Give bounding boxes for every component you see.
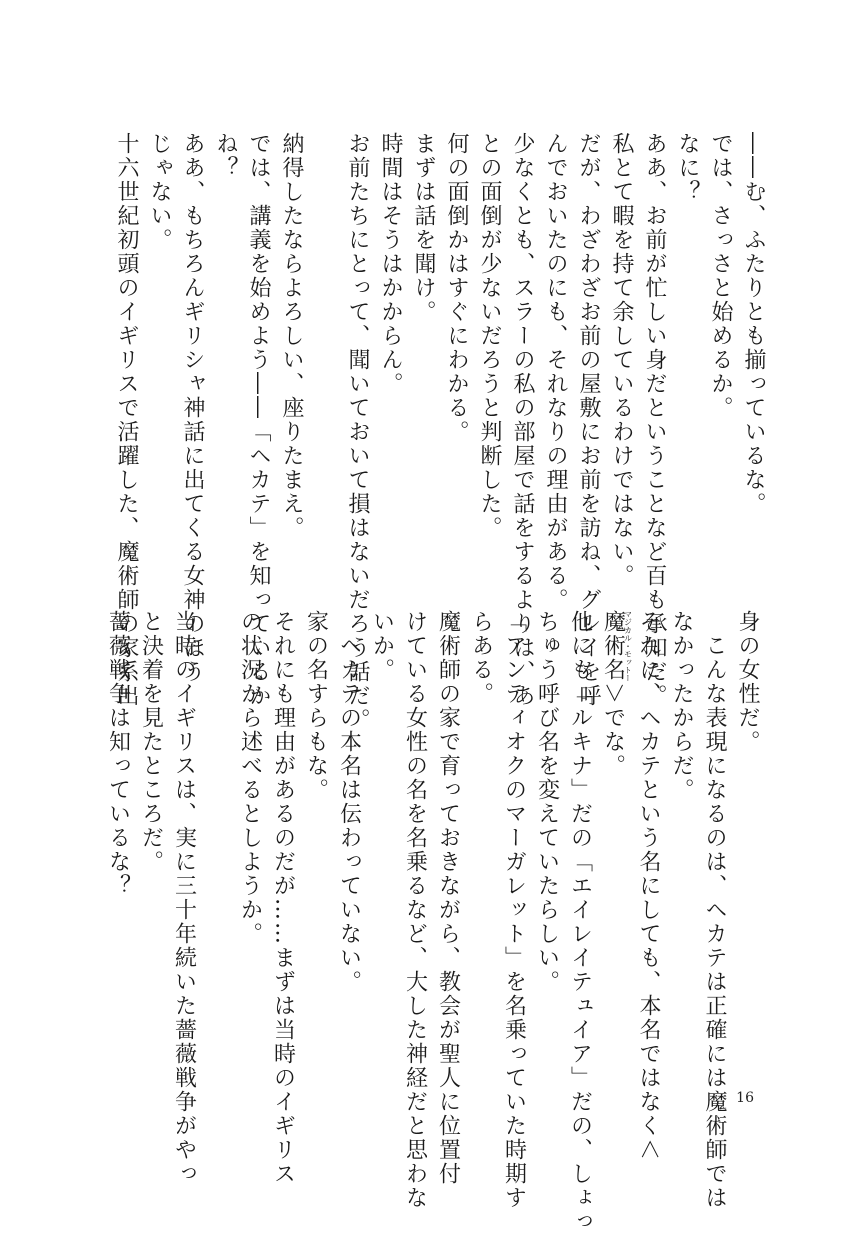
text-line: それにも理由があるのだが……まずは当時のイギリス <box>270 610 296 1186</box>
text-line: では、講義を始めよう――「ヘカテ」を知っているか <box>246 132 271 708</box>
ruby-suffix: ＞でな。 <box>600 682 626 779</box>
text-line: んでおいたのにも、それなりの理由がある。 <box>543 132 568 612</box>
text-line: との面倒が少ないだろうと判断した。 <box>477 132 502 540</box>
text-line: と決着を見たところだ。 <box>138 610 164 874</box>
text-line: けている女性の名を名乗るなど、大した神経だと思わな <box>402 610 428 1210</box>
text-line: 家の名すらもな。 <box>303 610 329 802</box>
text-line: ヘカテの本名は伝わっていない。 <box>336 610 362 994</box>
text-line: それに、ヘカテという名にしても、本名ではなく＜ <box>636 610 661 1163</box>
text-line: ね？ <box>213 132 238 180</box>
text-line: だが、わざわざお前の屋敷にお前を訪ね、グレイを呼 <box>576 132 601 708</box>
text-line: ちゅう呼び名を変えていたらしい。 <box>534 610 560 994</box>
text-line: の状況から述べるとしようか。 <box>237 610 263 946</box>
text-line: なかったからだ。 <box>669 610 694 802</box>
text-line: 当時のイギリスは、実に三十年続いた薔薇戦争がやっ <box>171 610 197 1186</box>
text-line: 私とて暇を持て余しているわけではない。 <box>609 132 634 588</box>
page-number: 16 <box>736 1090 754 1106</box>
text-line: 納得したならよろしい、座りたまえ。 <box>279 132 304 540</box>
text-line: ああ、お前が忙しい身だということなど百も承知だ。 <box>642 132 667 708</box>
text-line: では、さっさと始めるか。 <box>708 132 733 420</box>
text-line: 「アンティオクのマーガレット」を名乗っていた時期す <box>501 610 527 1210</box>
text-line: なに？ <box>675 132 700 204</box>
text-line: 少なくとも、スラーの私の部屋で話をするよりは、あ <box>510 132 535 708</box>
blank-line <box>308 132 341 587</box>
text-line: ――む、ふたりとも揃っているな。 <box>741 132 766 516</box>
ruby-line <box>597 610 633 1040</box>
text-line: こんな表現になるのは、ヘカテは正確には魔術師では <box>702 610 727 1210</box>
text-line: 何の面倒かはすぐにわかる。 <box>444 132 469 444</box>
text-line: お前たちにとって、聞いておいて損はないだろう話だ。 <box>345 132 370 732</box>
text-line: 時間はそうはかからん。 <box>378 132 403 396</box>
text-line: まずは話を聞け。 <box>411 132 436 324</box>
text-line: いか。 <box>369 610 395 682</box>
text-line: 魔術師の家で育っておきながら、教会が聖人に位置付 <box>435 610 461 1186</box>
text-line: 他にも「ルキナ」だの「エイレイテュイア」だの、しょっ <box>567 610 593 1234</box>
text-line: 十六世紀初頭のイギリスで活躍した、魔術師の家系出 <box>114 132 139 708</box>
ruby-term <box>600 610 633 682</box>
ruby-base: 魔術名 <box>600 610 626 682</box>
text-line: ああ、もちろんギリシャ神話に出てくる女神のほう <box>180 132 205 684</box>
text-line: じゃない。 <box>147 132 172 252</box>
ruby-reading: マジカル・モットー <box>623 610 633 682</box>
blank-line <box>201 610 234 1040</box>
text-line: らある。 <box>468 610 494 706</box>
text-line: 身の女性だ。 <box>735 610 760 754</box>
text-line: 薔薇戦争は知っているな？ <box>105 610 131 898</box>
